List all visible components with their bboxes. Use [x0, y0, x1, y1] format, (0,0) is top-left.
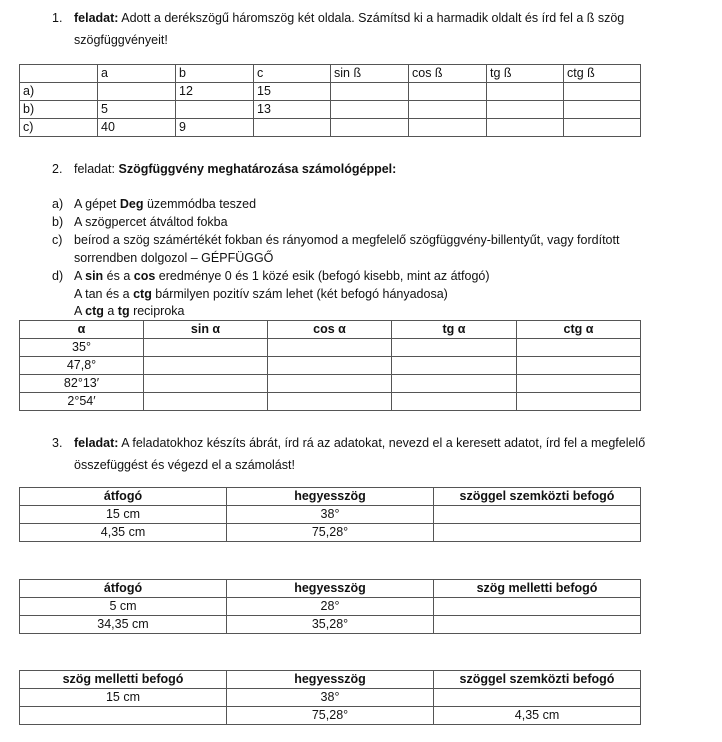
- table-cell: [176, 101, 254, 119]
- header-cell: szöggel szemközti befogó: [434, 671, 641, 689]
- table-cell: 4,35 cm: [20, 524, 227, 542]
- table-cell: [331, 83, 409, 101]
- table-cell: 12: [176, 83, 254, 101]
- table-cell: [98, 83, 176, 101]
- table-cell: 5 cm: [20, 598, 227, 616]
- table-cell: [392, 375, 517, 393]
- step-bold-text: Deg: [119, 197, 144, 211]
- table-row: [20, 689, 641, 707]
- task3-text-line2: összefüggést és végezd el a számolást!: [74, 458, 295, 472]
- step-text: A szögpercet átváltod fokba: [74, 215, 228, 229]
- table-cell: [517, 375, 641, 393]
- table-cell: c): [20, 119, 98, 137]
- table-cell: 75,28°: [227, 707, 434, 725]
- step-marker: c): [52, 233, 63, 247]
- table-cell: [487, 83, 564, 101]
- header-cell: α: [20, 321, 144, 339]
- table-cell: a): [20, 83, 98, 101]
- table-cell: [434, 689, 641, 707]
- task1-number: 1.: [52, 11, 63, 25]
- step-bold-text: ctg: [133, 287, 152, 301]
- table-cell: 75,28°: [227, 524, 434, 542]
- header-cell: sin ß: [331, 65, 409, 83]
- task2-step-d: [52, 267, 490, 285]
- table-row: [20, 707, 641, 725]
- table-cell: [268, 375, 392, 393]
- table-cell: [268, 357, 392, 375]
- task1-heading: [52, 9, 624, 27]
- step-text: és a: [103, 269, 134, 283]
- header-cell: hegyesszög: [227, 580, 434, 598]
- header-cell: tg ß: [487, 65, 564, 83]
- table-cell: 38°: [227, 689, 434, 707]
- step-text: bármilyen pozitív szám lehet (két befogó hányadosa): [151, 287, 448, 301]
- table-cell: [434, 524, 641, 542]
- step-bold-text: ctg: [85, 304, 104, 318]
- table-cell: [144, 357, 268, 375]
- table-cell: [144, 393, 268, 411]
- task2-title: Szögfüggvény meghatározása számológéppel:: [118, 162, 397, 176]
- header-cell: hegyesszög: [227, 671, 434, 689]
- table-cell: [392, 339, 517, 357]
- task2-step-c-line2: sorrendben dolgozol – GÉPFÜGGŐ: [74, 251, 274, 265]
- step-bold-text: sin: [85, 269, 104, 283]
- header-cell: sin α: [144, 321, 268, 339]
- table-cell: [144, 339, 268, 357]
- table-cell: b): [20, 101, 98, 119]
- table-cell: 9: [176, 119, 254, 137]
- table-row: [20, 616, 641, 634]
- step-text: üzemmódba teszed: [143, 197, 257, 211]
- task2-heading: [52, 160, 396, 178]
- step-text: reciproka: [129, 304, 185, 318]
- step-text: A: [74, 269, 86, 283]
- table-cell: [409, 119, 487, 137]
- table-cell: [564, 119, 641, 137]
- table-cell: [487, 101, 564, 119]
- table-cell: [268, 393, 392, 411]
- table-header-row: [20, 65, 641, 83]
- step-marker: d): [52, 269, 64, 283]
- table-cell: 40: [98, 119, 176, 137]
- table-header-row: [20, 321, 641, 339]
- step-bold-text: cos: [133, 269, 156, 283]
- header-cell: szög melletti befogó: [434, 580, 641, 598]
- table-row: [20, 119, 641, 137]
- table-cell: 15 cm: [20, 506, 227, 524]
- table-cell: 35,28°: [227, 616, 434, 634]
- step-bold-text: tg: [117, 304, 130, 318]
- task3-table-3: [19, 670, 641, 725]
- table-cell: [392, 357, 517, 375]
- table-row: [20, 524, 641, 542]
- header-cell: b: [176, 65, 254, 83]
- table-row: [20, 506, 641, 524]
- step-text: A gépet: [74, 197, 120, 211]
- task1-label: feladat:: [74, 11, 119, 25]
- step-text: a: [103, 304, 118, 318]
- header-cell: cos ß: [409, 65, 487, 83]
- table-cell: [434, 616, 641, 634]
- task1-table: [19, 64, 641, 137]
- table-row: [20, 83, 641, 101]
- step-marker: b): [52, 215, 64, 229]
- table-header-row: [20, 671, 641, 689]
- table-cell: [331, 119, 409, 137]
- table-row: [20, 339, 641, 357]
- step-text: A: [74, 304, 86, 318]
- table-cell: [268, 339, 392, 357]
- table-cell: 35°: [20, 339, 144, 357]
- task2-table: [19, 320, 641, 411]
- table-cell: 47,8°: [20, 357, 144, 375]
- table-cell: 34,35 cm: [20, 616, 227, 634]
- header-cell: szög melletti befogó: [20, 671, 227, 689]
- header-cell: átfogó: [20, 580, 227, 598]
- table-cell: [254, 119, 331, 137]
- table-cell: 15: [254, 83, 331, 101]
- table-cell: [434, 506, 641, 524]
- table-cell: [409, 83, 487, 101]
- table-header-row: [20, 580, 641, 598]
- step-marker: a): [52, 197, 64, 211]
- table-cell: 82°13′: [20, 375, 144, 393]
- table-cell: [331, 101, 409, 119]
- table-row: [20, 598, 641, 616]
- header-cell: szöggel szemközti befogó: [434, 488, 641, 506]
- header-cell: cos α: [268, 321, 392, 339]
- task3-label: feladat:: [74, 436, 119, 450]
- table-row: [20, 375, 641, 393]
- table-header-row: [20, 488, 641, 506]
- task2-step-b: [52, 213, 228, 231]
- header-cell: tg α: [392, 321, 517, 339]
- table-cell: [564, 101, 641, 119]
- step-text: eredménye 0 és 1 közé esik (befogó kisebb, mint az átfogó): [155, 269, 490, 283]
- header-cell: ctg ß: [564, 65, 641, 83]
- task3-heading: [52, 434, 645, 452]
- step-text: A tan és a: [74, 287, 134, 301]
- task3-table-1: [19, 487, 641, 542]
- task2-step-c: [52, 231, 619, 249]
- table-cell: 15 cm: [20, 689, 227, 707]
- table-cell: 13: [254, 101, 331, 119]
- task2-label: feladat:: [74, 162, 119, 176]
- table-cell: 2°54′: [20, 393, 144, 411]
- table-cell: [517, 393, 641, 411]
- task2-step-d-line3: [74, 302, 184, 320]
- table-row: [20, 393, 641, 411]
- table-cell: [487, 119, 564, 137]
- table-cell: [409, 101, 487, 119]
- table-cell: [144, 375, 268, 393]
- task2-step-a: [52, 195, 256, 213]
- table-row: [20, 101, 641, 119]
- task1-text: Adott a derékszögű háromszög két oldala. Számítsd ki a harmadik oldalt és írd fel a ß szög: [118, 11, 625, 25]
- table-row: [20, 357, 641, 375]
- table-cell: [434, 598, 641, 616]
- header-cell: hegyesszög: [227, 488, 434, 506]
- table-cell: 38°: [227, 506, 434, 524]
- task2-step-d-line2: [74, 285, 448, 303]
- table-cell: [517, 339, 641, 357]
- table-cell: [392, 393, 517, 411]
- table-cell: [564, 83, 641, 101]
- task2-number: 2.: [52, 162, 63, 176]
- header-cell: ctg α: [517, 321, 641, 339]
- header-cell: [20, 65, 98, 83]
- table-cell: [20, 707, 227, 725]
- task1-text-line2: szögfüggvényeit!: [74, 33, 168, 47]
- header-cell: c: [254, 65, 331, 83]
- table-cell: 28°: [227, 598, 434, 616]
- table-cell: [517, 357, 641, 375]
- task3-text: A feladatokhoz készíts ábrát, írd rá az adatokat, nevezd el a keresett adatot, írd fel a megfelelő: [118, 436, 646, 450]
- task3-number: 3.: [52, 436, 63, 450]
- header-cell: átfogó: [20, 488, 227, 506]
- table-cell: 4,35 cm: [434, 707, 641, 725]
- task3-table-2: [19, 579, 641, 634]
- header-cell: a: [98, 65, 176, 83]
- step-text: beírod a szög számértékét fokban és rányomod a megfelelő szögfüggvény-billentyűt, vagy fordított: [74, 233, 620, 247]
- table-cell: 5: [98, 101, 176, 119]
